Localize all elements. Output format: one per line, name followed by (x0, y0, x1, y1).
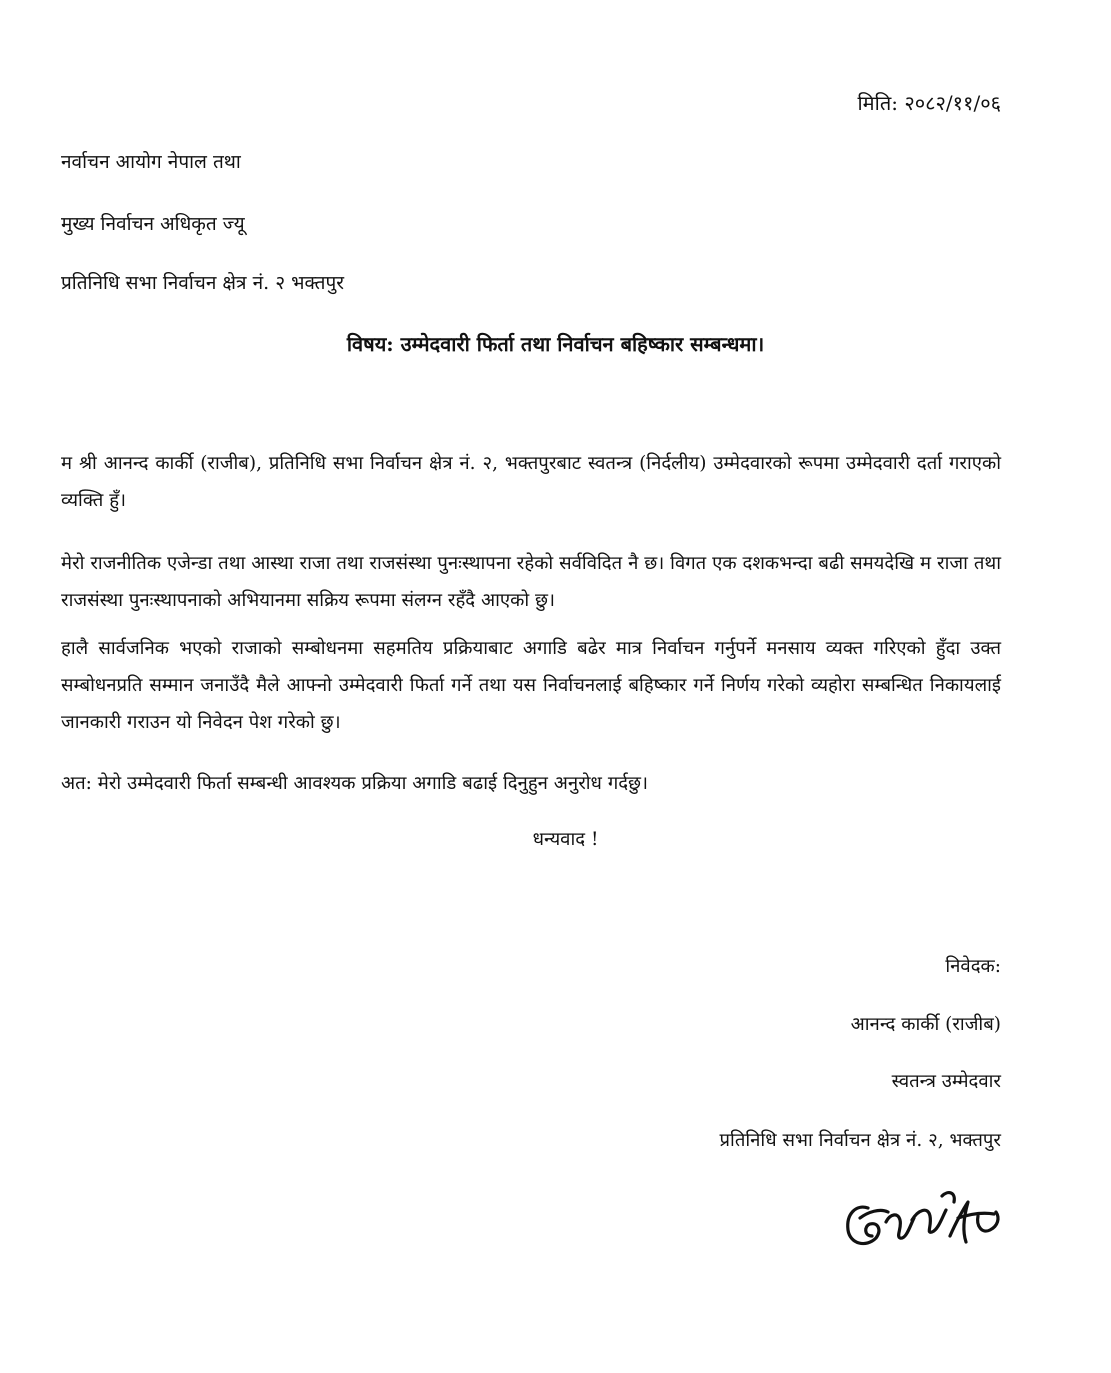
recipient-line-2: मुख्य निर्वाचन अधिकृत ज्यू (61, 213, 245, 235)
body-paragraph-2: मेरो राजनीतिक एजेन्डा तथा आस्था राजा तथा राजसंस्था पुनःस्थापना रहेको सर्वविदित नै छ। विगत एक दशकभन्दा बढी समयदेखि म राजा तथा राजसंस्था पुनःस्थापनाको अभियानमा सक्रिय रूपमा संलग्न रहँदै आएको छु। (61, 553, 1001, 611)
handwritten-signature (838, 1178, 1008, 1258)
sender-designation: स्वतन्त्र उम्मेदवार (891, 1071, 1001, 1092)
sender-name: आनन्द कार्की (राजीब) (850, 1014, 1001, 1035)
sender-constituency: प्रतिनिधि सभा निर्वाचन क्षेत्र नं. २, भक्तपुर (719, 1130, 1001, 1151)
letter-date: मिति: २०८२/११/०६ (857, 91, 1001, 115)
letter-subject: विषय: उम्मेदवारी फिर्ता तथा निर्वाचन बहिष्कार सम्बन्धमा। (346, 332, 765, 356)
body-paragraph-1: म श्री आनन्द कार्की (राजीब), प्रतिनिधि सभा निर्वाचन क्षेत्र नं. २, भक्तपुरबाट स्वतन्त्र (निर्दलीय) उम्मेदवारको रूपमा उम्मेदवारी दर्ता गराएको व्यक्ति हुँ। (61, 453, 1001, 511)
sender-label: निवेदक: (945, 956, 1001, 977)
recipient-line-1: नर्वाचन आयोग नेपाल तथा (61, 151, 241, 173)
body-paragraph-3: हालै सार्वजनिक भएको राजाको सम्बोधनमा सहमतिय प्रक्रियाबाट अगाडि बढेर मात्र निर्वाचन गर्नुपर्ने मनसाय व्यक्त गरिएको हुँदा उक्त सम्बोधनप्रति सम्मान जनाउँदै मैले आफ्नो उम्मेदवारी फिर्ता गर्ने तथा यस निर्वाचनलाई बहिष्कार गर्ने निर्णय गरेको व्यहोरा सम्बन्धित निकायलाई जानकारी गराउन यो निवेदन पेश गरेको छु। (61, 638, 1001, 733)
closing-thanks: धन्यवाद ! (532, 829, 599, 850)
body-paragraph-4: अत: मेरो उम्मेदवारी फिर्ता सम्बन्धी आवश्यक प्रक्रिया अगाडि बढाई दिनुहुन अनुरोध गर्दछु। (61, 773, 649, 794)
recipient-line-3: प्रतिनिधि सभा निर्वाचन क्षेत्र नं. २ भक्तपुर (61, 272, 345, 294)
